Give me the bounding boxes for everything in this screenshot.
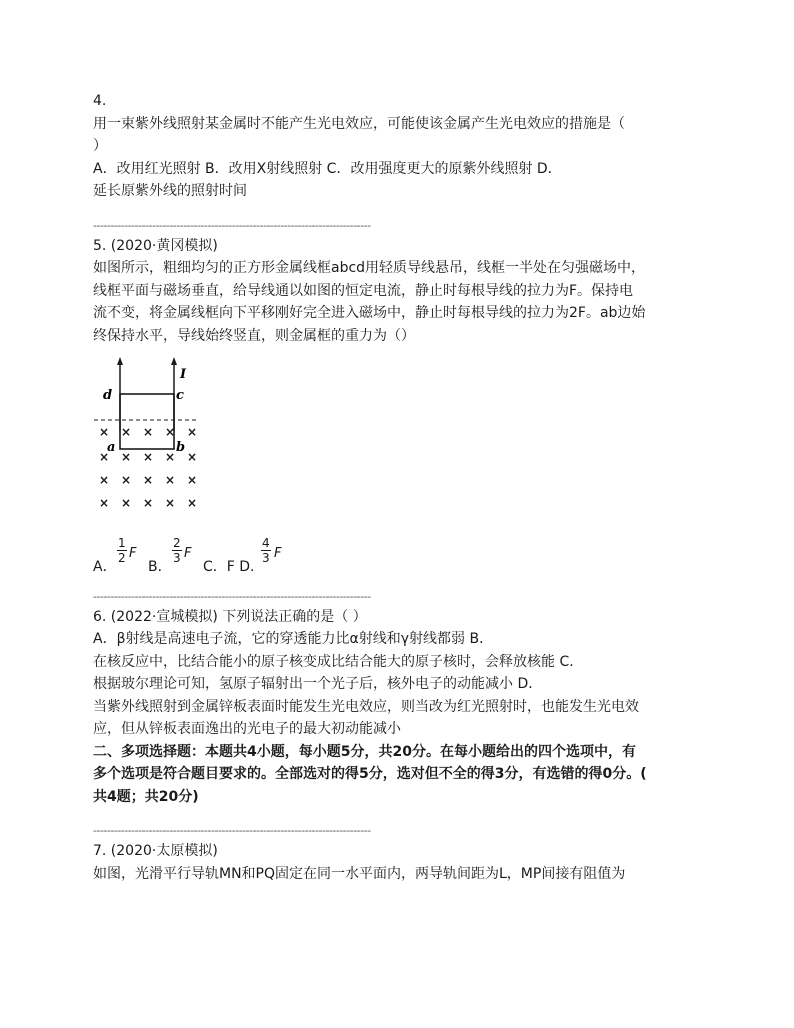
question-separator: -------------------------------------------------------------------------------- — [93, 218, 371, 232]
field-cross-mark: × — [99, 450, 110, 464]
label-b: b — [176, 440, 186, 455]
field-cross-mark: × — [165, 425, 176, 439]
q6-line: 根据玻尔理论可知，氢原子辐射出一个光子后，核外电子的动能减小 D． — [93, 676, 543, 692]
field-cross-mark: × — [165, 450, 176, 464]
q5-option-d-fraction: $\frac{4}{3}$ — [262, 535, 270, 565]
field-cross-mark: × — [143, 425, 154, 439]
q5-stem-line: 线框平面与磁场垂直，给导线通以如图的恒定电流，静止时每根导线的拉力为F。保持电 — [93, 282, 634, 299]
field-cross-mark: × — [187, 450, 198, 464]
q5-option-a-fraction: $\frac{1}{2}$ — [118, 535, 126, 565]
q5-option-b-fraction: $\frac{2}{3}$ — [173, 535, 181, 565]
q6-line: 当紫外线照射到金属锌板表面时能发生光电效应，则当改为红光照射时，也能发生光电效 — [93, 698, 639, 715]
q5-header: 5. (2020·黄冈模拟) — [93, 237, 218, 254]
field-cross-mark: × — [143, 496, 154, 510]
q7-header: 7. (2020·太原模拟) — [93, 843, 218, 859]
q6-line: 在核反应中，比结合能小的原子核变成比结合能大的原子核时，会释放核能 C． — [93, 653, 584, 670]
field-cross-mark: × — [143, 450, 154, 464]
q6-header: 6. (2022·宣城模拟) 下列说法正确的是（ ） — [93, 608, 367, 625]
exam-page — [93, 90, 713, 885]
section2-heading: 共4题；共20分) — [93, 788, 199, 805]
right-arrow-icon — [171, 357, 177, 365]
field-cross-mark: × — [121, 425, 132, 439]
q5-options — [93, 536, 713, 576]
q4-number: 4. — [93, 93, 107, 109]
field-cross-mark: × — [187, 496, 198, 510]
q4-stem: 用一束紫外线照射某金属时不能产生光电效应，可能使该金属产生光电效应的措施是（ — [93, 115, 625, 132]
field-cross-mark: × — [165, 473, 176, 487]
q5-option-b-var: F — [184, 545, 192, 561]
field-cross-mark: × — [121, 473, 132, 487]
q5-option-cd-label: C．F D． — [203, 558, 265, 575]
field-cross-mark: × — [99, 425, 110, 439]
q5-option-d-var: F — [274, 545, 282, 561]
field-cross-mark: × — [165, 496, 176, 510]
label-c: c — [176, 388, 184, 403]
q5-option-a-label: A． — [93, 558, 117, 575]
label-d: d — [103, 388, 113, 403]
q5-option-a-var: F — [129, 545, 137, 561]
field-cross-mark: × — [121, 496, 132, 510]
q7-stem: 如图，光滑平行导轨MN和PQ固定在同一水平面内，两导轨间距为L，MP间接有阻值为 — [93, 865, 626, 882]
q4-option-d: 延长原紫外线的照射时间 — [93, 183, 247, 199]
square-frame — [120, 394, 174, 449]
question-separator: -------------------------------------------------------------------------------- — [93, 589, 371, 603]
section2-heading: 多个选项是符合题目要求的。全部选对的得5分，选对但不全的得3分，有选错的得0分。( — [93, 766, 647, 782]
q6-line: 应，但从锌板表面逸出的光电子的最大初动能减小 — [93, 721, 401, 737]
field-cross-mark: × — [143, 473, 154, 487]
q5-stem-line: 流不变，将金属线框向下平移刚好完全进入磁场中，静止时每根导线的拉力为2F。ab边始 — [93, 305, 646, 321]
q5-figure — [93, 357, 713, 530]
q6-line: A．β射线是高速电子流，它的穿透能力比α射线和γ射线都弱 B． — [93, 631, 494, 647]
field-cross-mark: × — [99, 473, 110, 487]
section2-heading: 二、多项选择题：本题共4小题，每小题5分，共20分。在每小题给出的四个选项中，有 — [93, 743, 636, 760]
q5-stem-line: 如图所示，粗细均匀的正方形金属线框abcd用轻质导线悬吊，线框一半处在匀强磁场中， — [93, 260, 646, 276]
field-cross-mark: × — [187, 425, 198, 439]
left-arrow-icon — [117, 357, 123, 365]
field-cross-mark: × — [99, 496, 110, 510]
field-cross-mark: × — [187, 473, 198, 487]
field-cross-mark: × — [121, 450, 132, 464]
magnetic-field-crosses — [99, 425, 197, 510]
wire-frame-diagram — [93, 357, 223, 522]
q4-options: A．改用红光照射 B．改用X射线照射 C．改用强度更大的原紫外线照射 D． — [93, 160, 562, 177]
question-separator: -------------------------------------------------------------------------------- — [93, 824, 371, 837]
q5-stem-line: 终保持水平，导线始终竖直，则金属框的重力为（） — [93, 327, 415, 344]
current-label: I — [180, 367, 187, 382]
q5-option-b-label: B． — [148, 558, 172, 575]
label-a: a — [107, 440, 116, 455]
q4-stem-cont: ） — [93, 138, 107, 154]
